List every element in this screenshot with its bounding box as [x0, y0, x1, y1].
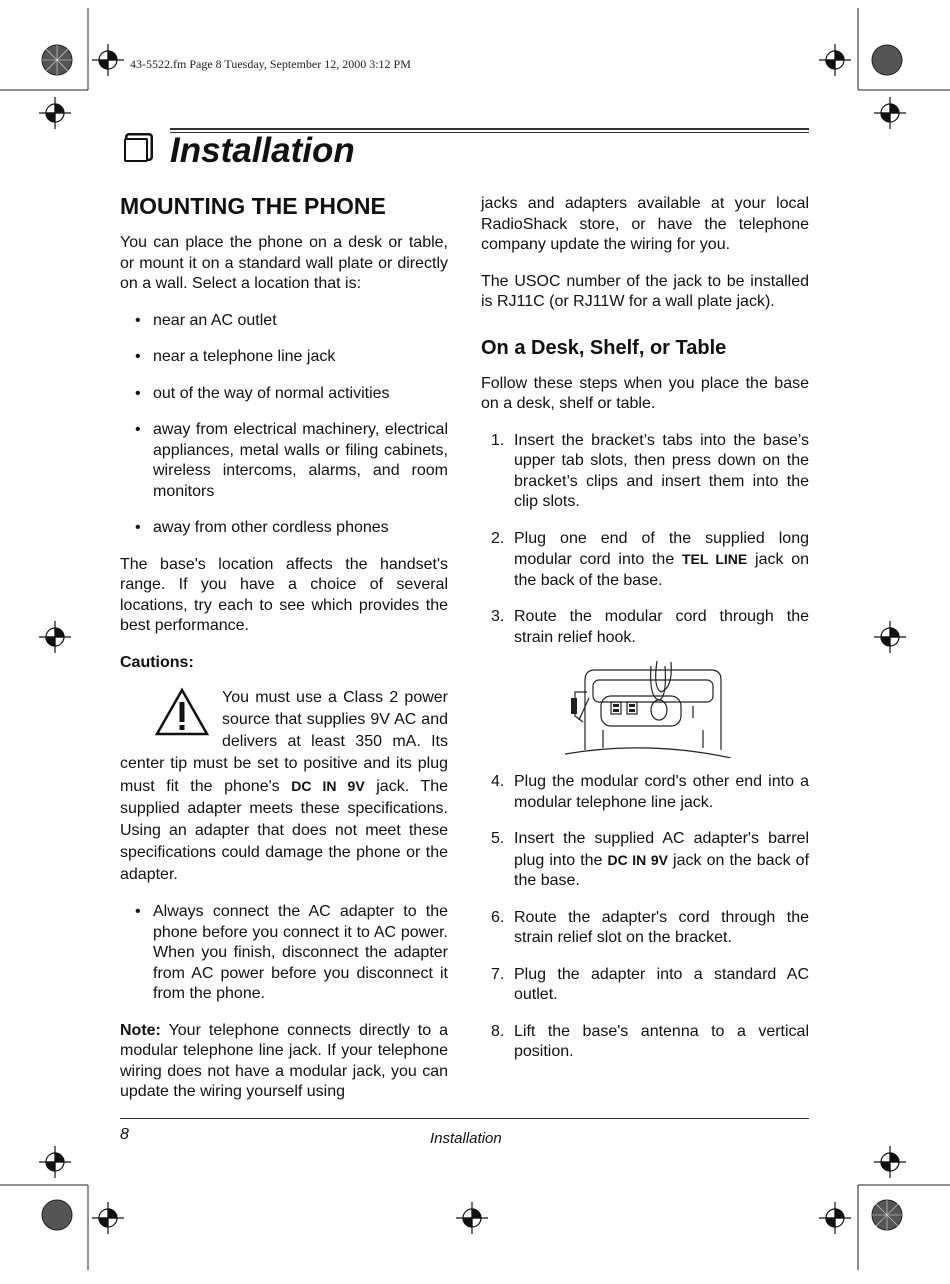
print-header: 43-5522.fm Page 8 Tuesday, September 12, 2000 3:12 PM: [130, 57, 411, 71]
step-text: Plug one end of the supplied long modular cord into the: [514, 529, 809, 568]
step-text-end: jack on the back of the base.: [514, 551, 810, 589]
list-item: • near a telephone line jack: [120, 347, 448, 368]
tel-line-jack-label: TEL LINE: [681, 551, 748, 567]
step-item: [481, 607, 809, 648]
step-item: [481, 965, 809, 1006]
intro-paragraph: You can place the phone on a desk or table, or mount it on a standard wall plate or directly on a wall. Select a location that is:: [120, 234, 448, 292]
section-checkbox-icon: [124, 138, 148, 162]
right-column: [481, 194, 809, 1079]
steps-intro: Follow these steps when you place the base on a desk, shelf or table.: [481, 374, 809, 412]
step-item: [481, 431, 809, 513]
list-item: • near an AC outlet: [120, 311, 448, 332]
step-text-end: jack on the back of the base.: [514, 851, 810, 889]
page-number: 8: [120, 1126, 129, 1143]
steps-list: [481, 431, 809, 649]
caution-block: [120, 687, 448, 886]
left-column: [120, 192, 448, 1119]
step-number: 7.: [491, 965, 505, 983]
continued-paragraph: jacks and adapters available at your local RadioShack store, or have the telephone company update the wiring for you.: [481, 195, 809, 253]
step-text: Plug the modular cord's other end into a modular telephone line jack.: [514, 773, 809, 811]
footer-title: Installation: [430, 1130, 502, 1147]
step-number: 6.: [491, 908, 505, 926]
list-item: • away from other cordless phones: [120, 518, 448, 539]
step-item: [481, 908, 809, 949]
list-item: • away from electrical machinery, electrical appliances, metal walls or filing cabinets, wireless intercoms, alarms, and room monitors: [120, 420, 448, 502]
note-label: Note:: [120, 1021, 161, 1039]
range-paragraph: The base's location affects the handset's range. If you have a choice of several locations, try each to see which provides the best performance.: [120, 555, 448, 634]
warning-triangle-icon: [154, 687, 210, 737]
caution-text-start: You must use a Class 2 power source that supplies 9V AC and delivers at least 350 mA. Its center tip must be set to positive and its plug must fit the phone's: [120, 689, 448, 795]
step-number: 8.: [491, 1022, 505, 1040]
caution-text-end: jack. The supplied adapter meets these specifications. Using an adapter that does not meet these specifications could damage the phone or the adapter.: [120, 778, 449, 883]
dc-in-jack-label: DC IN 9V: [291, 778, 365, 794]
step-item: [481, 772, 809, 813]
list-item: • Always connect the AC adapter to the phone before you connect it to AC power. When you finish, disconnect the adapter from AC power before you disconnect it from the phone.: [120, 902, 448, 1005]
step-text: Insert the bracket’s tabs into the base’s upper tab slots, then press down on the bracket’s clips and insert them into the clip slots.: [514, 431, 809, 510]
step-text: Insert the supplied AC adapter's barrel plug into the: [514, 830, 809, 869]
step-number: 5.: [491, 830, 505, 847]
step-text: Route the adapter's cord through the strain relief slot on the bracket.: [514, 908, 809, 946]
step-number: 4.: [491, 773, 505, 790]
footer-rule: [120, 1118, 809, 1119]
location-list: [120, 311, 448, 539]
step-item: [481, 829, 809, 892]
title-rule: [170, 128, 809, 130]
caution-list: [120, 902, 448, 1005]
note-text: Your telephone connects directly to a modular telephone line jack. If your telephone wiring does not have a modular jack, you can update the wiring yourself using: [120, 1021, 448, 1100]
step-text: Lift the base's antenna to a vertical position.: [514, 1022, 809, 1060]
heading-mounting: MOUNTING THE PHONE: [120, 193, 386, 219]
cautions-label: Cautions:: [120, 653, 194, 671]
usoc-paragraph: The USOC number of the jack to be installed is RJ11C (or RJ11W for a wall plate jack).: [481, 272, 809, 310]
step-item: [481, 529, 809, 592]
step-item: [481, 1022, 809, 1063]
note-paragraph: [120, 1021, 448, 1103]
phone-base-illustration: [563, 658, 733, 758]
step-text: Plug the adapter into a standard AC outlet.: [514, 965, 809, 1003]
heading-desk: On a Desk, Shelf, or Table: [481, 336, 727, 359]
list-item: • out of the way of normal activities: [120, 384, 448, 405]
section-title: Installation: [170, 131, 355, 170]
step-text: Route the modular cord through the strain relief hook.: [514, 608, 809, 646]
step-number: 1.: [491, 431, 505, 449]
steps-list-continued: [481, 772, 809, 1063]
dc-in-jack-label: DC IN 9V: [607, 851, 668, 868]
step-number: 2.: [491, 529, 505, 547]
step-number: 3.: [491, 608, 505, 625]
